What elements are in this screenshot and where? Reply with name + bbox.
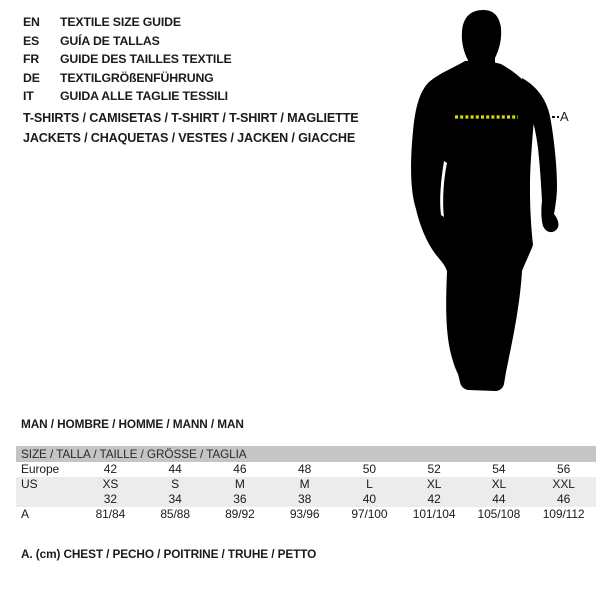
table-row xyxy=(16,507,596,522)
language-code: ES xyxy=(23,33,40,48)
size-value: 109/112 xyxy=(542,507,585,521)
row-label xyxy=(16,492,78,507)
size-value: XS xyxy=(102,477,119,491)
size-value: 105/108 xyxy=(477,507,521,521)
language-row xyxy=(23,32,232,51)
language-list xyxy=(23,13,232,106)
size-value: 38 xyxy=(298,492,312,506)
size-value: 93/96 xyxy=(289,507,320,521)
garment-categories xyxy=(23,108,359,148)
measurement-label-a: A xyxy=(560,109,569,124)
size-value: 97/100 xyxy=(351,507,388,521)
size-value: 81/84 xyxy=(95,507,126,521)
size-value: 56 xyxy=(557,462,571,476)
size-value: 36 xyxy=(233,492,247,506)
man-silhouette-icon xyxy=(402,8,572,400)
size-value: 44 xyxy=(492,492,506,506)
size-value: 48 xyxy=(298,462,312,476)
size-value: 101/104 xyxy=(412,507,456,521)
size-value: M xyxy=(234,477,245,491)
size-value: 50 xyxy=(362,462,376,476)
language-row xyxy=(23,13,232,32)
table-row xyxy=(16,477,596,492)
garment-category-line: JACKETS / CHAQUETAS / VESTES / JACKEN / GIACCHE xyxy=(23,131,356,145)
language-label: GUÍA DE TALLAS xyxy=(60,33,160,48)
size-value: 40 xyxy=(362,492,376,506)
size-table xyxy=(16,446,596,522)
table-row xyxy=(16,462,596,477)
size-value: XXL xyxy=(552,477,575,491)
size-value: 44 xyxy=(168,462,182,476)
size-table-body xyxy=(16,462,596,522)
man-figure xyxy=(402,8,572,400)
language-row xyxy=(23,87,232,106)
size-value: 46 xyxy=(557,492,571,506)
language-label: TEXTILE SIZE GUIDE xyxy=(60,15,181,29)
size-value: 32 xyxy=(103,492,117,506)
measurement-footnote: A. (cm) CHEST / PECHO / POITRINE / TRUHE / PETTO xyxy=(21,547,317,561)
silhouette-body xyxy=(411,61,537,391)
language-label: GUIDE DES TAILLES TEXTILE xyxy=(60,52,232,66)
garment-category-line: T-SHIRTS / CAMISETAS / T-SHIRT / T-SHIRT / MAGLIETTE xyxy=(23,111,359,125)
size-value: 54 xyxy=(492,462,506,476)
language-row xyxy=(23,50,232,69)
size-value: L xyxy=(366,477,373,491)
language-code: FR xyxy=(23,52,40,66)
size-value: 89/92 xyxy=(225,507,255,521)
size-value: S xyxy=(171,477,180,491)
language-code: EN xyxy=(23,15,40,29)
size-value: 34 xyxy=(168,492,182,506)
size-value: XL xyxy=(426,477,442,491)
table-row xyxy=(16,492,596,507)
row-label: Europe xyxy=(21,462,60,476)
row-label: US xyxy=(21,477,38,491)
language-row xyxy=(23,69,232,88)
language-label: GUIDA ALLE TAGLIE TESSILI xyxy=(60,89,228,103)
size-value: 46 xyxy=(233,462,247,476)
size-value: M xyxy=(299,477,310,491)
row-label: A xyxy=(21,507,29,521)
size-value: 42 xyxy=(427,492,441,506)
size-value: 85/88 xyxy=(160,507,190,521)
size-value: 52 xyxy=(427,462,441,476)
size-value: XL xyxy=(491,477,507,491)
size-value: 42 xyxy=(103,462,117,476)
language-code: IT xyxy=(23,89,34,103)
language-label: TEXTILGRÖßENFÜHRUNG xyxy=(60,70,214,85)
size-table-header: SIZE / TALLA / TAILLE / GRÖSSE / TAGLIA xyxy=(16,446,596,462)
section-heading: MAN / HOMBRE / HOMME / MANN / MAN xyxy=(21,417,244,431)
language-code: DE xyxy=(23,70,40,85)
